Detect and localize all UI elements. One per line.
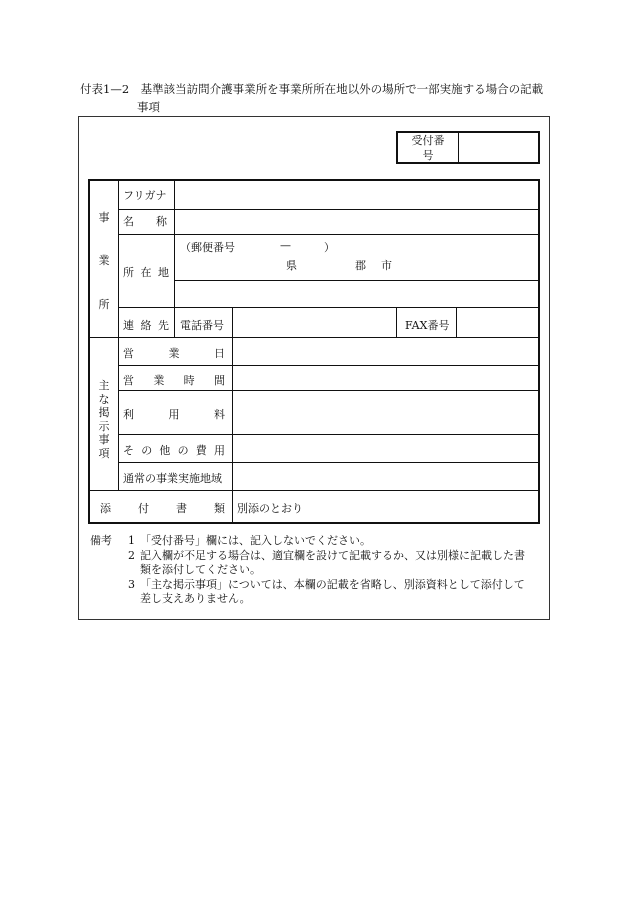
business-hours-label: 営 業 時 間: [123, 374, 225, 387]
postal-code-field[interactable]: （郵便番号: [180, 241, 235, 254]
other-costs-label: そ の 他 の 費 用: [123, 444, 225, 457]
attachments-value: 別添のとおり: [237, 502, 303, 515]
contact-label: 連 絡 先: [123, 319, 169, 332]
receipt-number-field[interactable]: [459, 133, 538, 162]
service-area-field[interactable]: [233, 463, 540, 490]
form-title: [80, 80, 543, 116]
furigana-field[interactable]: [175, 181, 540, 209]
name-label: 名 称: [123, 215, 167, 228]
note-item: 2 記入欄が不足する場合は、適宜欄を設けて記載するか、又は別様に記載した書類を添付してください。: [128, 548, 525, 576]
notes-section: [90, 534, 525, 607]
attachments-label: 添 付 書 類: [100, 502, 225, 515]
business-hours-field[interactable]: [233, 366, 540, 390]
address-label: 所 在 地: [123, 266, 169, 279]
main-form-table: [88, 179, 540, 524]
business-days-label: 営 業 日: [123, 347, 225, 360]
form-title-line2: 事項: [137, 100, 160, 114]
fee-label: 利 用 料: [123, 408, 225, 421]
receipt-number-label: 受付番 号: [398, 133, 459, 162]
office-section-label: 事 業 所: [98, 211, 110, 311]
furigana-label: フリガナ: [123, 189, 167, 202]
phone-label: 電話番号: [180, 319, 224, 332]
address-detail-field[interactable]: [175, 281, 540, 307]
note-item: 3 「主な掲示事項」については、本欄の記載を省略し、別添資料として添付して差し支えありません。: [128, 577, 525, 605]
notes-heading: 備考: [90, 534, 112, 547]
receipt-number-box: [396, 131, 540, 164]
postal-dash: —: [280, 239, 291, 252]
fee-field[interactable]: [233, 391, 540, 434]
city-label: 市: [381, 259, 392, 272]
posting-section-label: 主 な 掲 示 事 項: [98, 379, 110, 460]
note-item: 備考 1 「受付番号」欄には、記入しないでください。: [90, 534, 371, 547]
form-title-line1: 付表1—2 基準該当訪問介護事業所を事業所所在地以外の場所で一部実施する場合の記載: [80, 82, 544, 96]
business-days-field[interactable]: [233, 338, 540, 365]
fax-field[interactable]: [457, 308, 540, 337]
county-label: 郡: [355, 259, 366, 272]
service-area-label: 通常の事業実施地域: [123, 472, 222, 485]
phone-field[interactable]: [233, 308, 396, 337]
postal-close: ）: [324, 241, 335, 254]
name-field[interactable]: [175, 210, 540, 234]
fax-label: FAX番号: [405, 319, 450, 332]
prefecture-label: 県: [286, 259, 297, 272]
other-costs-field[interactable]: [233, 435, 540, 462]
